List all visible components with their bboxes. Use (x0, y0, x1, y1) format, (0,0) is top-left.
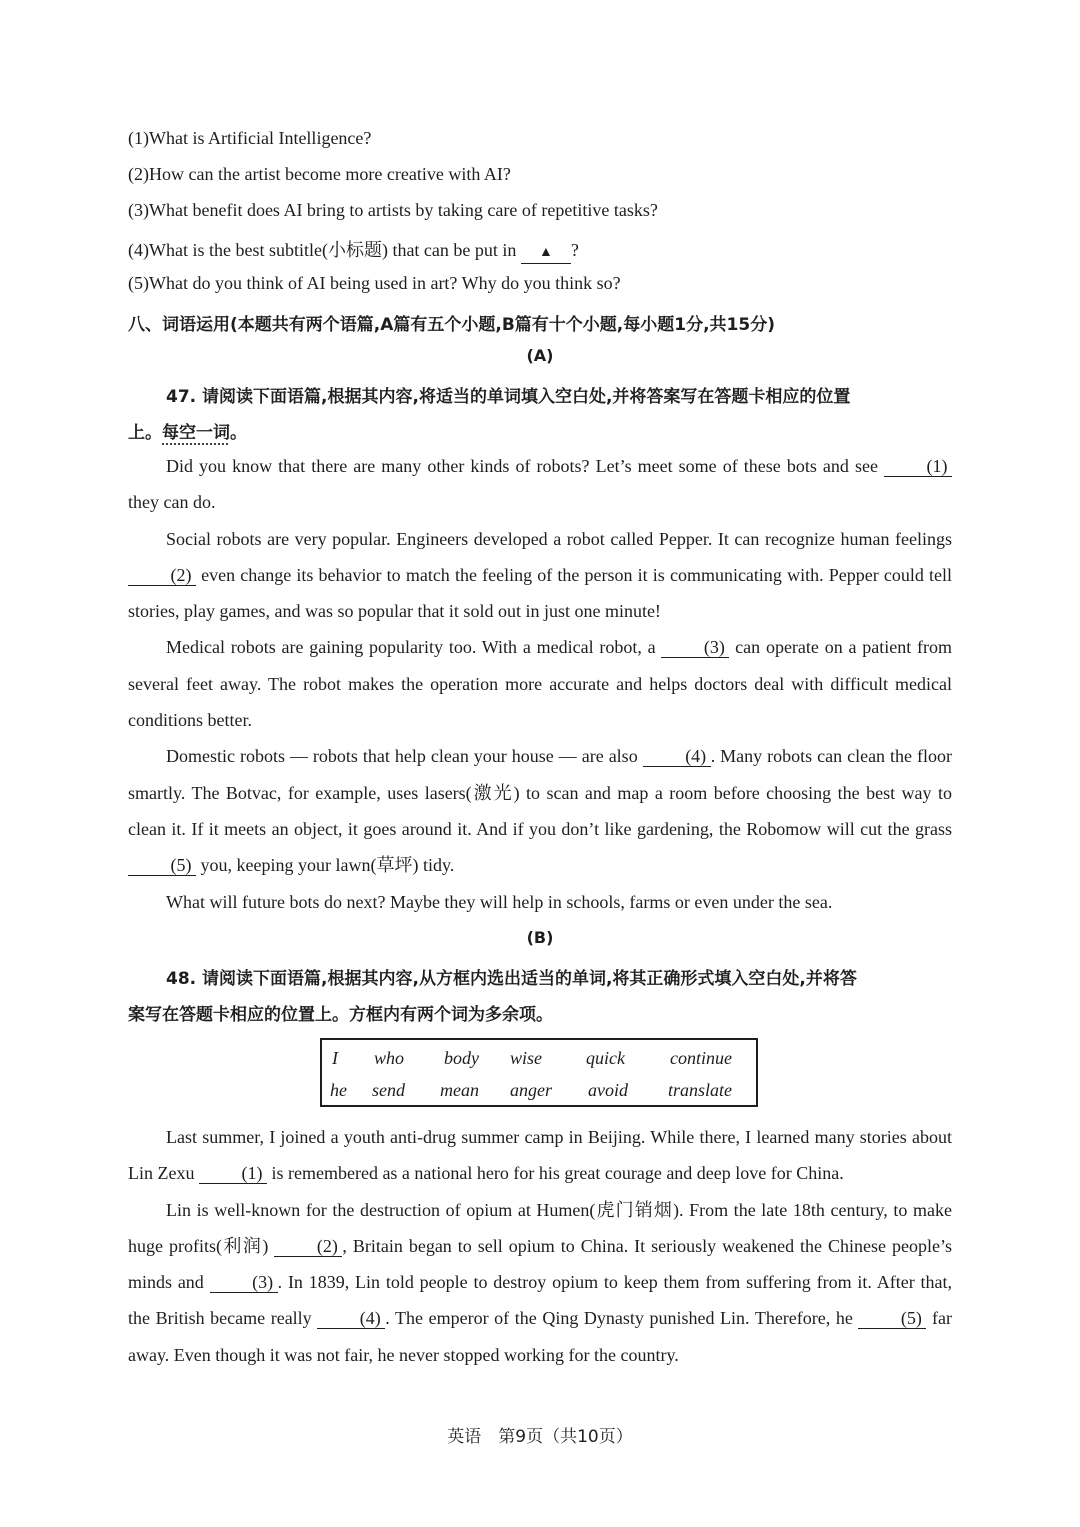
paragraph-b1 (128, 1119, 952, 1192)
blank-b2: (2) (274, 1236, 342, 1257)
text: even change its behavior to match the feeling of the person it is communicating with. Pepper could tell stories, play games, and was so popular that it sold out in just one minute! (128, 564, 952, 622)
part-b-instruction-1: 48. 请阅读下面语篇,根据其内容,从方框内选出适当的单词,将其正确形式填入空白处,并将答 (166, 969, 857, 989)
paragraph-a1 (128, 448, 952, 521)
question-2: (2)How can the artist become more creative with AI? (128, 164, 511, 184)
word: avoid (588, 1080, 628, 1100)
blank-b4: (4) (317, 1308, 385, 1329)
text: Medical robots are gaining popularity too. With a medical robot, a (166, 637, 662, 658)
paragraph-a5: What will future bots do next? Maybe they will help in schools, farms or even under the sea. (166, 891, 833, 912)
blank-a5: (5) (128, 855, 196, 876)
word-box (320, 1038, 758, 1107)
blank-a2: (2) (128, 565, 196, 586)
part-b-label: (B) (526, 928, 554, 947)
text: . In 1839, Lin told people to destroy opium to keep them from suffering from it. After that, the British became really (128, 1272, 952, 1329)
part-a-instruction-2 (128, 418, 247, 443)
question-4 (128, 236, 579, 264)
text: you, keeping your lawn(草坪) tidy. (196, 855, 455, 876)
part-a-passage (128, 448, 952, 920)
word: quick (586, 1048, 625, 1068)
word: body (444, 1048, 479, 1068)
triangle-blank: ▲ (521, 243, 571, 264)
question-3: (3)What benefit does AI bring to artists by taking care of repetitive tasks? (128, 200, 658, 220)
blank-a1: (1) (884, 456, 952, 477)
text: . The emperor of the Qing Dynasty punished Lin. Therefore, he (385, 1308, 859, 1329)
part-a-instruction: 47. 请阅读下面语篇,根据其内容,将适当的单词填入空白处,并将答案写在答题卡相应的位置 (166, 387, 851, 407)
section-title: 八、词语运用(本题共有两个语篇,A篇有五个小题,B篇有十个小题,每小题1分,共15分) (128, 315, 775, 335)
blank-a4: (4) (643, 746, 711, 767)
instr-part: 上。 (128, 423, 162, 443)
text: Last summer, I joined a youth anti-drug summer camp in Beijing. While there, I learned many stories about Lin Zexu (128, 1127, 952, 1184)
part-a-label: (A) (526, 346, 554, 365)
paragraph-b2 (128, 1192, 952, 1373)
paragraph-a4 (128, 738, 952, 883)
text: Lin is well-known for the destruction of opium at Humen(虎门销烟). From the late 18th century, to make huge profits(利润) (128, 1199, 952, 1256)
word: continue (670, 1048, 732, 1068)
word: who (374, 1048, 405, 1068)
part-b-instruction-2: 案写在答题卡相应的位置上。方框内有两个词为多余项。 (128, 1005, 553, 1025)
text: . Many robots can clean the floor smartly. The Botvac, for example, uses lasers(激光) to scan and map a room before choosing the best way to clean it. If it meets an object, it goes around it. And if you don’t like gardening, the Robomow will cut the grass (128, 746, 952, 839)
blank-b1: (1) (199, 1163, 267, 1184)
blank-a3: (3) (661, 637, 729, 658)
text: far away. Even though it was not fair, he never stopped working for the country. (128, 1308, 952, 1365)
text: Social robots are very popular. Engineers developed a robot called Pepper. It can recognize human feelings (166, 528, 952, 549)
paragraph-a3 (128, 629, 952, 738)
word: translate (668, 1080, 733, 1100)
text: , Britain began to sell opium to China. It seriously weakened the Chinese people’s minds and (128, 1235, 952, 1293)
part-b-passage (128, 1119, 952, 1373)
text: Did you know that there are many other kinds of robots? Let’s meet some of these bots and see (166, 456, 878, 476)
question-4-text: (4)What is the best subtitle(小标题) that can be put in (128, 240, 517, 260)
question-4-end: ? (570, 240, 579, 260)
text: is remembered as a national hero for his great courage and deep love for China. (266, 1163, 844, 1184)
word: I (332, 1048, 338, 1068)
question-5: (5)What do you think of AI being used in art? Why do you think so? (128, 273, 621, 293)
paragraph-a2 (128, 521, 952, 630)
word: he (330, 1080, 347, 1100)
text: Domestic robots — robots that help clean your house — are also (166, 746, 643, 767)
blank-b3: (3) (210, 1272, 278, 1293)
word: mean (440, 1080, 479, 1100)
question-1: (1)What is Artificial Intelligence? (128, 128, 372, 148)
word: anger (510, 1080, 552, 1100)
instr-end: 。 (230, 423, 247, 443)
word: send (372, 1080, 405, 1100)
page-footer: 英语 第9页（共10页） (447, 1427, 633, 1447)
blank-b5: (5) (858, 1308, 926, 1329)
text: they can do. (128, 492, 216, 513)
word: wise (510, 1048, 543, 1068)
emphasis-each-blank-one-word: 每空一词 (162, 423, 230, 443)
text: can operate on a patient from several feet away. The robot makes the operation more accurate and helps doctors deal with difficult medical conditions better. (128, 637, 952, 731)
